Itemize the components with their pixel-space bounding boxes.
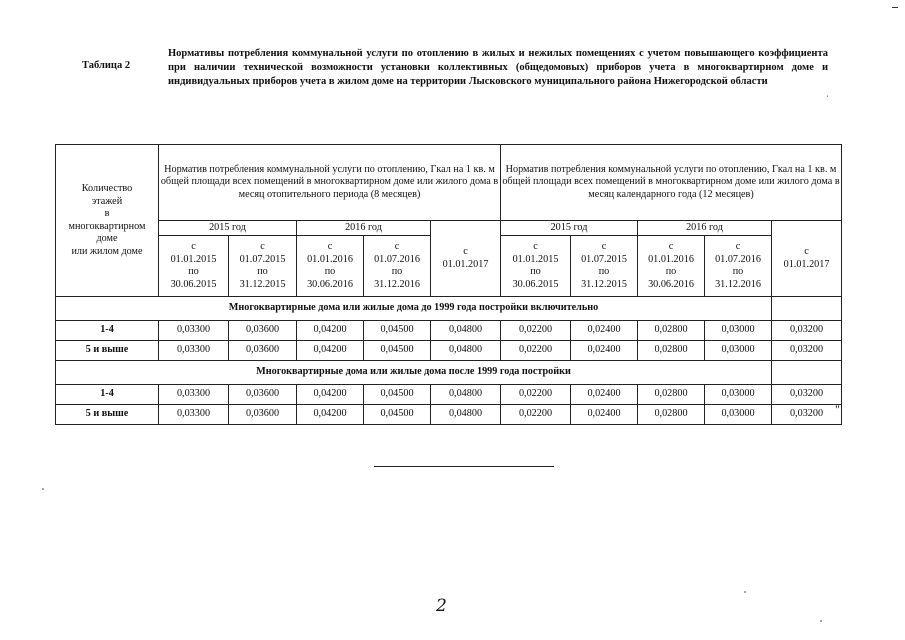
period-header: с 01.07.2015 по 31.12.2015 xyxy=(229,236,297,297)
value-cell: 0,02400 xyxy=(571,385,638,405)
year-header-2016: 2016 год xyxy=(297,221,431,236)
value-cell: 0,02800 xyxy=(638,321,705,341)
value-cell: 0,03000 xyxy=(705,341,772,361)
separator-line xyxy=(374,466,554,467)
period-header: с 01.01.2016 по 30.06.2016 xyxy=(638,236,705,297)
year-header-2015: 2015 год xyxy=(159,221,297,236)
period-header: с 01.01.2015 по 30.06.2015 xyxy=(159,236,229,297)
value-cell: 0,02800 xyxy=(638,385,705,405)
floors-cell: 5 и выше xyxy=(56,405,159,425)
period-header: с 01.01.2016 по 30.06.2016 xyxy=(297,236,364,297)
value-cell: 0,04200 xyxy=(297,405,364,425)
value-cell: 0,03200 xyxy=(772,405,842,425)
value-cell: 0,03300 xyxy=(159,405,229,425)
year-header-2016: 2016 год xyxy=(638,221,772,236)
value-cell: 0,03200 xyxy=(772,341,842,361)
value-cell: 0,03600 xyxy=(229,341,297,361)
table-row xyxy=(56,341,842,361)
floors-cell: 5 и выше xyxy=(56,341,159,361)
value-cell: 0,03000 xyxy=(705,321,772,341)
period-header: с 01.07.2016 по 31.12.2016 xyxy=(705,236,772,297)
value-cell: 0,04800 xyxy=(431,321,501,341)
value-cell: 0,03000 xyxy=(705,405,772,425)
value-cell: 0,04500 xyxy=(364,341,431,361)
scan-mark xyxy=(892,7,898,8)
scan-speck xyxy=(820,620,822,622)
scan-speck xyxy=(42,488,44,490)
floors-cell: 1-4 xyxy=(56,321,159,341)
section-blank-cell xyxy=(772,297,842,321)
value-cell: 0,04800 xyxy=(431,385,501,405)
period-header-2017: с 01.01.2017 xyxy=(772,221,842,297)
section-row xyxy=(56,297,842,321)
value-cell: 0,03300 xyxy=(159,341,229,361)
value-cell: 0,04800 xyxy=(431,405,501,425)
floors-header: Количество этажей в многоквартирном доме или жилом доме xyxy=(56,145,159,297)
table-row xyxy=(56,385,842,405)
floors-cell: 1-4 xyxy=(56,385,159,405)
table-label: Таблица 2 xyxy=(82,60,131,71)
value-cell: 0,02800 xyxy=(638,405,705,425)
section-row xyxy=(56,361,842,385)
value-cell: 0,03600 xyxy=(229,385,297,405)
value-cell: 0,04200 xyxy=(297,321,364,341)
value-cell: 0,03000 xyxy=(705,385,772,405)
closing-quote: " xyxy=(835,402,840,416)
period-header: с 01.07.2016 по 31.12.2016 xyxy=(364,236,431,297)
value-cell: 0,03300 xyxy=(159,385,229,405)
margin-mark: ˈ xyxy=(826,94,829,104)
value-cell: 0,03600 xyxy=(229,321,297,341)
group-header-heating-period: Норматив потребления коммунальной услуги по отоплению, Гкал на 1 кв. м общей площади всех помещений в многоквартирном доме или жилого дома в месяц отопительного периода (8 месяцев) xyxy=(159,145,501,221)
section-blank-cell xyxy=(772,361,842,385)
value-cell: 0,03200 xyxy=(772,385,842,405)
period-header: с 01.01.2015 по 30.06.2015 xyxy=(501,236,571,297)
value-cell: 0,02400 xyxy=(571,341,638,361)
section-title: Многоквартирные дома или жилые дома после 1999 года постройки xyxy=(56,361,772,385)
section-title: Многоквартирные дома или жилые дома до 1999 года постройки включительно xyxy=(56,297,772,321)
period-header-2017: с 01.01.2017 xyxy=(431,221,501,297)
value-cell: 0,02200 xyxy=(501,321,571,341)
value-cell: 0,02400 xyxy=(571,321,638,341)
value-cell: 0,03200 xyxy=(772,321,842,341)
group-header-calendar-year: Норматив потребления коммунальной услуги по отоплению, Гкал на 1 кв. м общей площади всех помещений в многоквартирном доме или жилого дома в месяц календарного года (12 месяцев) xyxy=(501,145,842,221)
value-cell: 0,03600 xyxy=(229,405,297,425)
norms-table xyxy=(55,144,842,425)
page-number: 2 xyxy=(436,596,447,616)
value-cell: 0,02400 xyxy=(571,405,638,425)
value-cell: 0,02200 xyxy=(501,405,571,425)
table-row xyxy=(56,321,842,341)
value-cell: 0,04200 xyxy=(297,385,364,405)
value-cell: 0,04200 xyxy=(297,341,364,361)
value-cell: 0,04500 xyxy=(364,321,431,341)
period-header: с 01.07.2015 по 31.12.2015 xyxy=(571,236,638,297)
value-cell: 0,04500 xyxy=(364,405,431,425)
value-cell: 0,02200 xyxy=(501,341,571,361)
table-title: Нормативы потребления коммунальной услуги по отоплению в жилых и нежилых помещениях с учетом повышающего коэффициента при наличии технической возможности установки коллективных (общедомовых) приборов учета в многоквартирном доме и индивидуальных приборов учета в жилом доме на территории Лысковского муниципального района Нижегородской области xyxy=(168,48,828,87)
value-cell: 0,02200 xyxy=(501,385,571,405)
value-cell: 0,04800 xyxy=(431,341,501,361)
value-cell: 0,03300 xyxy=(159,321,229,341)
year-header-2015: 2015 год xyxy=(501,221,638,236)
table-row xyxy=(56,405,842,425)
value-cell: 0,02800 xyxy=(638,341,705,361)
scan-speck xyxy=(744,591,746,593)
value-cell: 0,04500 xyxy=(364,385,431,405)
